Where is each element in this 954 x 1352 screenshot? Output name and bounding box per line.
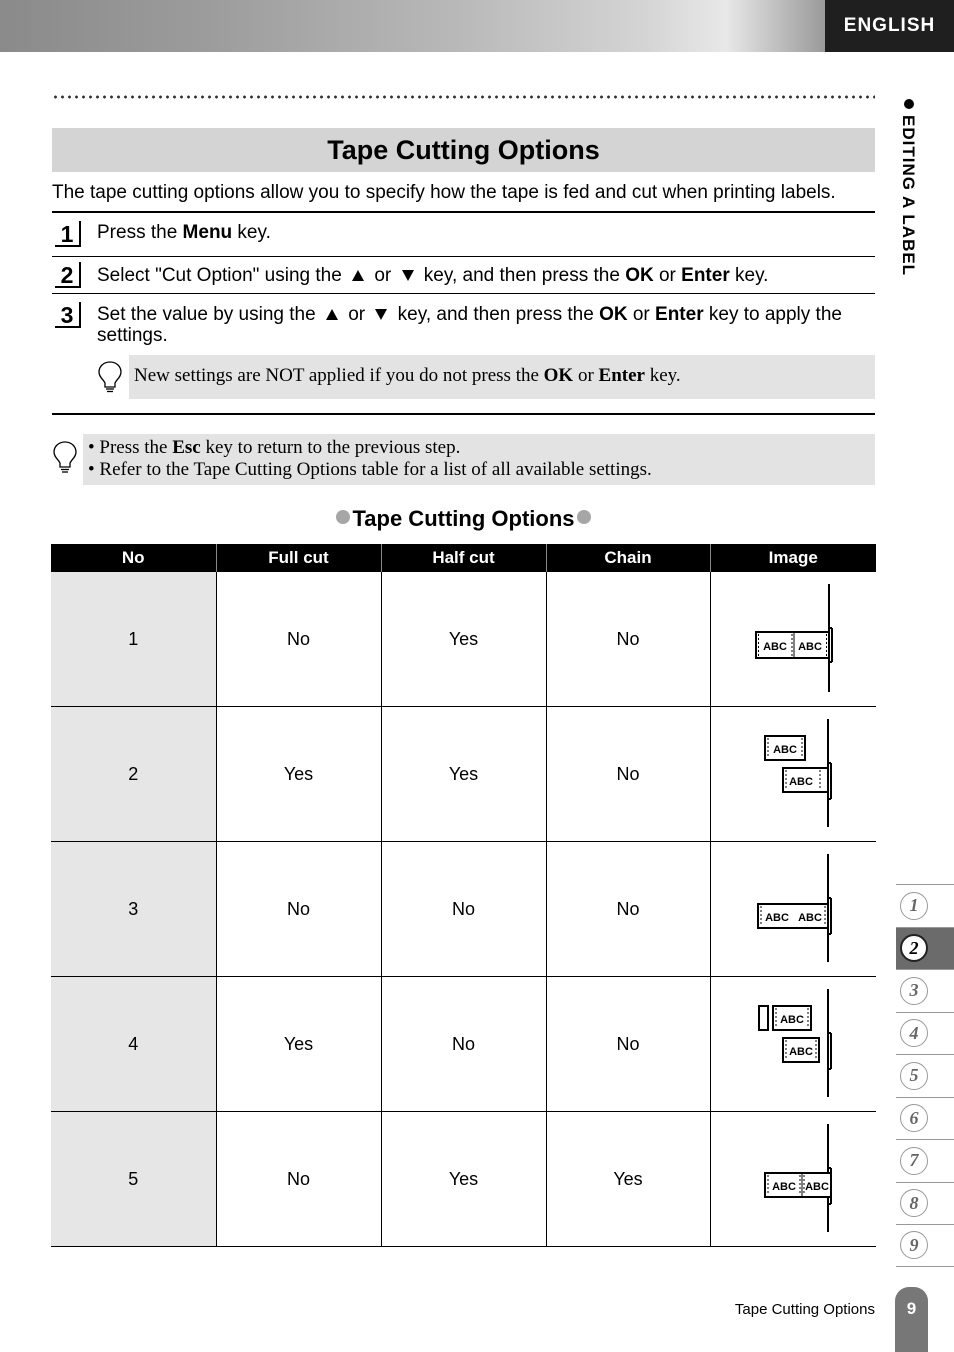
header-banner — [0, 0, 825, 52]
chapter-tab-8[interactable] — [896, 1182, 954, 1225]
table-cell: No — [546, 572, 710, 707]
divider — [52, 256, 875, 257]
step-2-text: Select "Cut Option" using the or key, and then press the OK or Enter key. — [97, 265, 769, 286]
step-number: 3 — [55, 302, 81, 328]
table-cell: Yes — [381, 707, 546, 842]
chapter-number: 9 — [900, 1231, 928, 1259]
column-header: Half cut — [381, 544, 546, 572]
label-text: ABC — [804, 1181, 829, 1193]
up-arrow-icon — [352, 270, 364, 281]
divider — [52, 211, 875, 213]
table-row — [51, 572, 876, 707]
chapter-tab-9[interactable] — [896, 1224, 954, 1267]
divider — [52, 293, 875, 294]
lightbulb-icon — [52, 440, 78, 476]
table-header-row — [51, 544, 876, 572]
table-cell: 3 — [51, 842, 216, 977]
down-arrow-icon — [375, 309, 387, 320]
table-cell: No — [216, 1112, 381, 1247]
table-cell: 4 — [51, 977, 216, 1112]
step-3-text: Set the value by using the or key, and then press the OK or Enter key to apply the settings. — [97, 304, 842, 346]
chapter-number: 2 — [900, 934, 928, 962]
label-text: ABC — [771, 1181, 796, 1193]
esc-key: Esc — [172, 437, 201, 458]
image-cell — [710, 707, 876, 842]
step-1-text: Press the Menu key. — [97, 222, 271, 243]
side-section-text: EDITING A LABEL — [899, 115, 918, 277]
table-row — [51, 842, 876, 977]
label-text: ABC — [764, 912, 789, 924]
cut-diagram-full-cut — [711, 977, 877, 1106]
image-cell — [710, 842, 876, 977]
label-text: ABC — [797, 641, 822, 653]
menu-key: Menu — [182, 222, 233, 243]
chapter-number: 8 — [900, 1189, 928, 1217]
bullet-icon — [904, 99, 914, 109]
chapter-tab-7[interactable] — [896, 1139, 954, 1182]
chapter-tab-5[interactable] — [896, 1054, 954, 1097]
lightbulb-icon — [97, 360, 123, 394]
table-cell: 1 — [51, 572, 216, 707]
chapter-tab-6[interactable] — [896, 1097, 954, 1140]
tip-item: • Press the Esc key to return to the previous step. — [88, 437, 461, 458]
label-text: ABC — [779, 1014, 804, 1026]
cut-diagram-full-half-cut — [711, 707, 877, 836]
up-arrow-icon — [326, 309, 338, 320]
table-cell: Yes — [381, 572, 546, 707]
intro-text: The tape cutting options allow you to specify how the tape is fed and cut when printing labels. — [52, 182, 836, 203]
table-row — [51, 707, 876, 842]
table-cell: No — [216, 572, 381, 707]
image-cell — [710, 1112, 876, 1247]
table-cell: No — [546, 842, 710, 977]
column-header: No — [51, 544, 216, 572]
table-cell: No — [381, 977, 546, 1112]
column-header: Full cut — [216, 544, 381, 572]
circle-bullet-icon — [336, 510, 350, 524]
chapter-number: 6 — [900, 1104, 928, 1132]
table-cell: Yes — [546, 1112, 710, 1247]
table-cell: 2 — [51, 707, 216, 842]
section-title: Tape Cutting Options — [52, 128, 875, 172]
note-box: New settings are NOT applied if you do not press the OK or Enter key. — [129, 355, 875, 399]
footer-title: Tape Cutting Options — [734, 1301, 875, 1318]
table-cell: 5 — [51, 1112, 216, 1247]
language-badge: ENGLISH — [825, 0, 954, 52]
table-title: Tape Cutting Options — [0, 506, 927, 532]
step-number: 1 — [55, 221, 81, 247]
table-row — [51, 977, 876, 1112]
tip-item: • Refer to the Tape Cutting Options table for a list of all available settings. — [88, 459, 652, 480]
divider — [52, 413, 875, 415]
label-text: ABC — [772, 744, 797, 756]
chapter-tabs — [896, 884, 954, 1267]
cut-diagram-no-cut — [711, 842, 877, 971]
tape-cutting-options-table — [51, 544, 876, 1247]
table-cell: No — [216, 842, 381, 977]
circle-bullet-icon — [577, 510, 591, 524]
chapter-tab-4[interactable] — [896, 1012, 954, 1055]
table-cell: No — [381, 842, 546, 977]
table-cell: Yes — [216, 977, 381, 1112]
column-header: Chain — [546, 544, 710, 572]
cut-diagram-half-cut — [711, 572, 877, 701]
cut-diagram-chain — [711, 1112, 877, 1241]
label-text: ABC — [797, 912, 822, 924]
chapter-tab-3[interactable] — [896, 969, 954, 1012]
table-cell: Yes — [381, 1112, 546, 1247]
label-text: ABC — [788, 1046, 813, 1058]
chapter-number: 1 — [900, 892, 928, 920]
tips-box — [83, 434, 875, 485]
chapter-tab-1[interactable] — [896, 884, 954, 927]
chapter-tab-2[interactable] — [896, 927, 954, 970]
table-cell: No — [546, 707, 710, 842]
image-cell — [710, 572, 876, 707]
table-cell: No — [546, 977, 710, 1112]
step-number: 2 — [55, 262, 81, 288]
column-header: Image — [710, 544, 876, 572]
dotted-divider — [52, 94, 875, 100]
down-arrow-icon — [402, 270, 414, 281]
table-cell: Yes — [216, 707, 381, 842]
side-section-label — [898, 95, 920, 305]
chapter-number: 5 — [900, 1062, 928, 1090]
table-row — [51, 1112, 876, 1247]
chapter-number: 4 — [900, 1019, 928, 1047]
label-text: ABC — [788, 776, 813, 788]
chapter-number: 7 — [900, 1147, 928, 1175]
label-text: ABC — [762, 641, 787, 653]
chapter-number: 3 — [900, 977, 928, 1005]
page-number: 9 — [895, 1287, 928, 1352]
image-cell — [710, 977, 876, 1112]
